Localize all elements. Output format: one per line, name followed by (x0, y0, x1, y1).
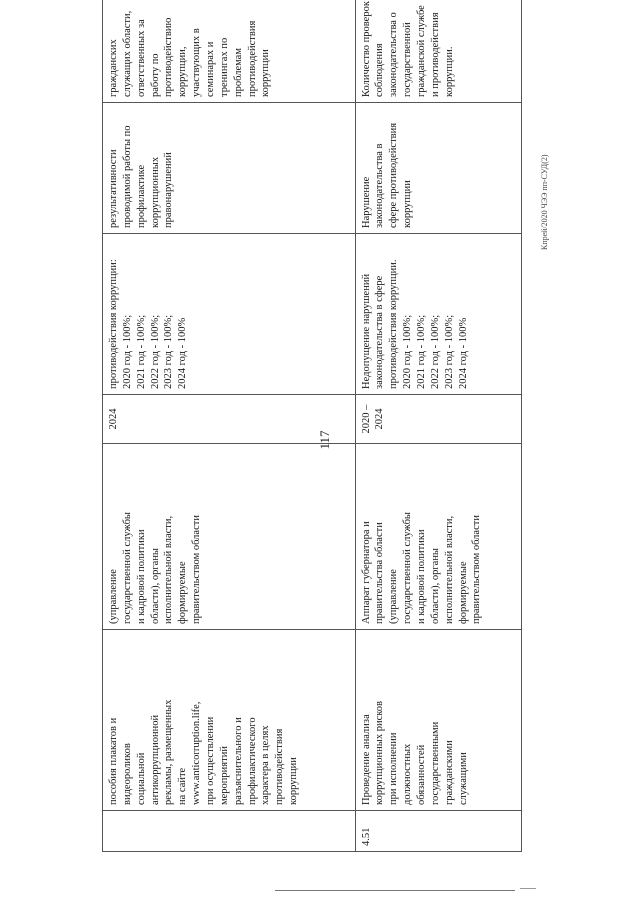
cell-line: обязанностей (416, 744, 428, 805)
cell-line: государственными (429, 721, 441, 805)
cell-line: при исполнении (388, 732, 400, 805)
cell-line: 2020 год - 100%; (402, 314, 414, 389)
cell-line: коррупции (402, 180, 414, 228)
cell-line: правительством области (191, 515, 203, 624)
cell-line: противодействию (163, 17, 175, 97)
cell-line: и противодействия (429, 12, 441, 97)
cell-line: коррупции (260, 49, 272, 97)
cell-line: области), органы (149, 548, 161, 624)
cell-line: 2021 год - 100%; (416, 314, 428, 389)
cell-line: Недопущение нарушений (360, 273, 372, 389)
cell-line: коррупционных (149, 156, 161, 228)
cell-number: 4.51 (355, 811, 521, 852)
cell-line: профилактического (246, 717, 258, 805)
cell-line: разъяснительного и (232, 717, 244, 805)
cell-line: гражданскими (443, 740, 455, 805)
cell-control-indicator (103, 0, 356, 103)
cell-line: характера в целях (260, 725, 272, 805)
cell-measure-name (103, 630, 356, 811)
cell-line: 2020 год - 100%; (121, 314, 133, 389)
cell-line: гражданских (108, 39, 119, 97)
bottom-rule-short (520, 888, 536, 889)
cell-line: мероприятий (218, 746, 230, 805)
cell-line: www.anticorruption.life, (191, 701, 203, 805)
cell-line: правительства области (374, 522, 386, 624)
cell-line: формируемые (457, 561, 469, 624)
cell-line: 2023 год - 100%; (443, 314, 455, 389)
bottom-rule (275, 890, 515, 891)
cell-line: антикоррупционной (149, 714, 161, 805)
cell-line: Количество проверок (360, 1, 372, 97)
cell-line: противодействия коррупции. (388, 259, 400, 389)
cell-line: и кадровой политики (135, 529, 147, 624)
cell-line: при осуществлении (205, 716, 217, 805)
cell-line: и кадровой политики (416, 529, 428, 624)
cell-line: 2022 год - 100%; (429, 314, 441, 389)
cell-line: области), органы (429, 548, 441, 624)
cell-measure-name (355, 630, 521, 811)
cell-line: формируемые (177, 561, 189, 624)
cell-line: 2024 год - 100% (177, 317, 189, 389)
cell-line: служащими (457, 752, 469, 805)
cell-line: ответственных за (135, 19, 147, 97)
cell-indicators (355, 234, 521, 395)
cell-line: противодействия (246, 20, 258, 97)
rotated-table-container (102, 1, 522, 852)
cell-line: должностных (402, 743, 414, 805)
cell-line: 2024 (374, 408, 386, 430)
table-row (355, 0, 521, 852)
cell-line: 2021 год - 100%; (135, 314, 147, 389)
cell-line: исполнительной власти, (443, 515, 455, 624)
cell-line: государственной службы (121, 512, 133, 624)
cell-line: результативности (108, 149, 119, 228)
cell-line: работу по (149, 53, 161, 97)
cell-line: законодательства в сфере (374, 275, 386, 389)
cell-line: на сайте (177, 767, 189, 805)
cell-number (103, 811, 356, 852)
cell-line: семинарах и (205, 41, 217, 97)
cell-line: Проведение анализа (360, 714, 372, 805)
cell-line: коррупции. (443, 46, 455, 97)
cell-line: законодательства в (374, 143, 386, 228)
cell-line: рекламы, размещенных (163, 699, 175, 805)
document-code: Кпрей/2020 ЧЭЭ пп-СУД(2) (540, 154, 549, 250)
cell-line: сфере противодействия (388, 122, 400, 228)
cell-line: проводимой работы по (121, 125, 133, 228)
cell-line: правонарушений (163, 152, 175, 228)
cell-line: 2024 (108, 408, 119, 430)
cell-line: коррупции (288, 757, 300, 805)
cell-line: участвующих в (191, 28, 203, 97)
cell-line: государственной службы (402, 512, 414, 624)
cell-line: 2023 год - 100%; (163, 314, 175, 389)
cell-line: государственной (402, 22, 414, 97)
cell-line: 2022 год - 100%; (149, 314, 161, 389)
cell-line: гражданской службе (416, 5, 428, 97)
cell-line: коррупционных рисков (374, 700, 386, 805)
cell-line: коррупции, (177, 46, 189, 97)
cell-line: видеороликов (121, 743, 133, 805)
cell-line: Аппарат губернатора и (360, 521, 372, 624)
cell-line: проблемам (232, 48, 244, 97)
cell-control-indicator (355, 0, 521, 103)
cell-executors (103, 444, 356, 630)
cell-line: исполнительной власти, (163, 515, 175, 624)
cell-line: правительством области (471, 515, 483, 624)
cell-line: социальной (135, 752, 147, 805)
cell-term (103, 395, 356, 444)
table-row (103, 0, 356, 852)
cell-line: 2024 год - 100% (457, 317, 469, 389)
cell-term (355, 395, 521, 444)
cell-line: противодействия коррупции: (108, 259, 119, 389)
cell-line: противодействия (274, 728, 286, 805)
page-number: 117 (317, 430, 332, 450)
measures-table (102, 0, 522, 852)
cell-expected-result (355, 103, 521, 234)
cell-expected-result (103, 103, 356, 234)
cell-line: (управление (108, 569, 119, 624)
cell-line: Нарушение (360, 176, 372, 228)
cell-indicators (103, 234, 356, 395)
cell-line: законодательства о (388, 12, 400, 97)
cell-line: служащих области, (121, 10, 133, 97)
cell-executors (355, 444, 521, 630)
cell-line: соблюдения (374, 43, 386, 97)
cell-line: (управление (388, 569, 400, 624)
cell-line: 2020 – (360, 404, 372, 434)
cell-line: тренингах по (218, 37, 230, 97)
cell-line: профилактике (135, 164, 147, 228)
cell-line: пособия плакатов и (108, 717, 119, 805)
